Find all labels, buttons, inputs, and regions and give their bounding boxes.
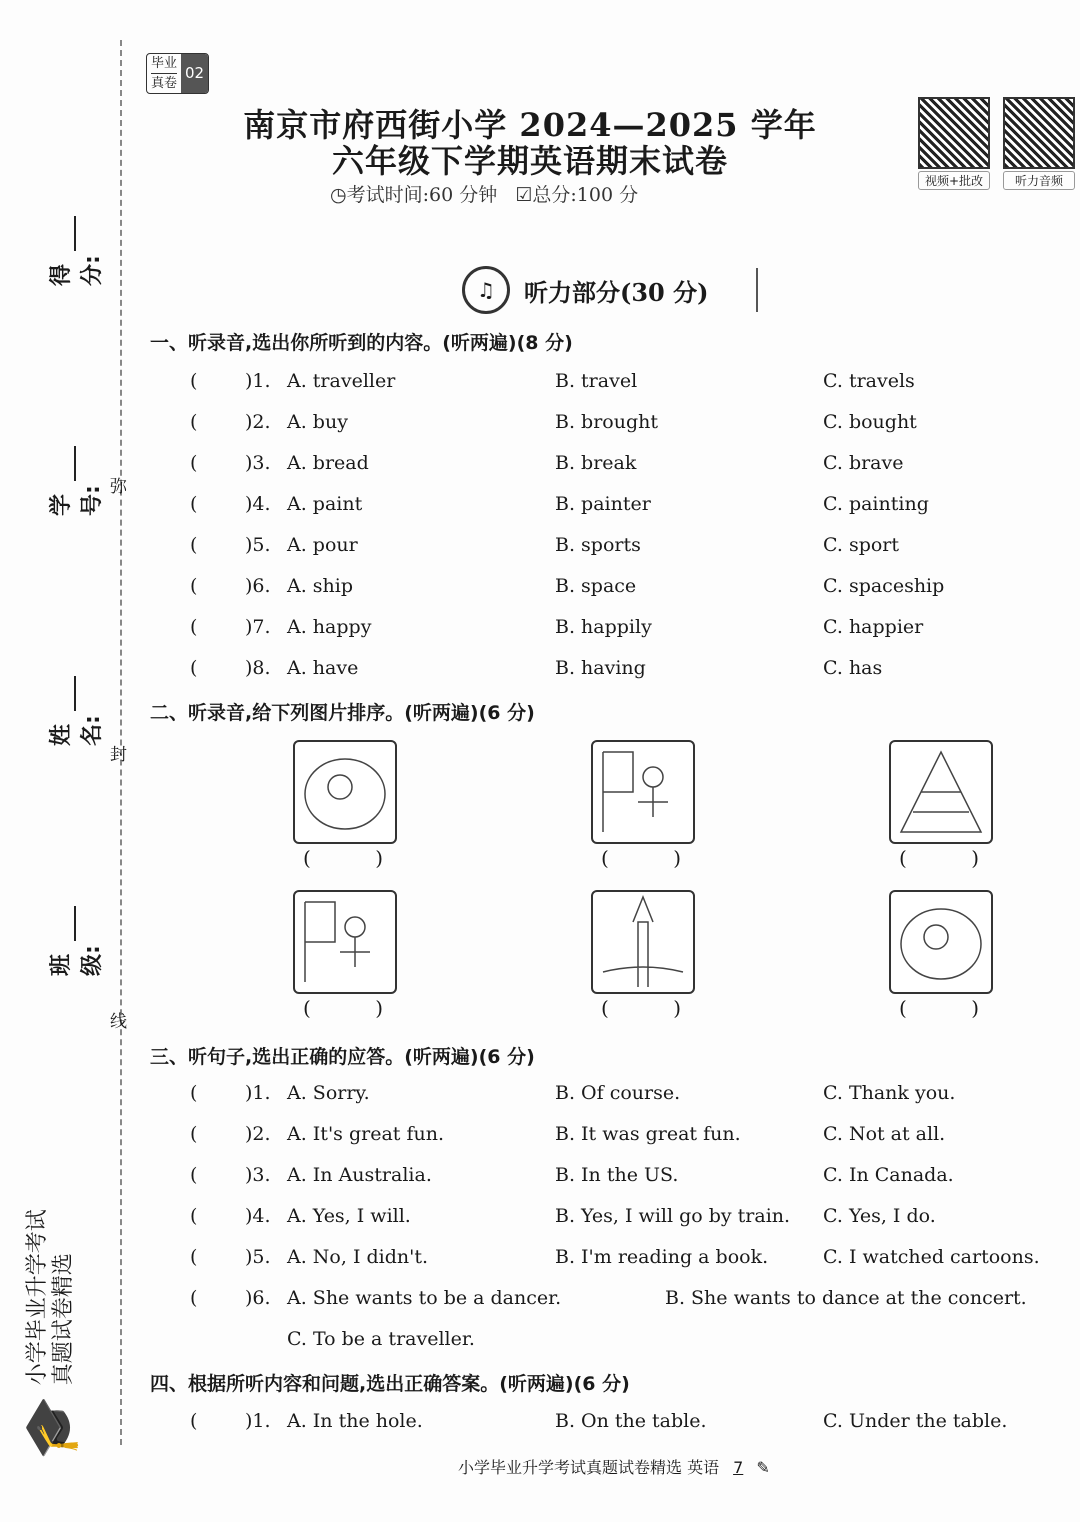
question-number: )3. — [245, 1164, 271, 1186]
answer-blank[interactable]: ( — [190, 452, 198, 474]
check-icon: ☑ — [515, 184, 533, 206]
option-b[interactable]: B. painter — [555, 493, 651, 515]
option-c[interactable]: C. In Canada. — [823, 1164, 954, 1186]
score-label: 得分: — [49, 255, 105, 286]
option-b[interactable]: B. happily — [555, 616, 652, 638]
cut-mark: 封 — [110, 745, 127, 765]
qr-caption: 视频+批改 — [918, 171, 990, 190]
option-a[interactable]: A. She wants to be a dancer. — [287, 1287, 562, 1309]
answer-blank[interactable]: ( — [190, 1205, 198, 1227]
option-b[interactable]: B. It was great fun. — [555, 1123, 741, 1145]
qr-code-icon — [1003, 97, 1075, 169]
listening-header — [462, 268, 758, 312]
option-a[interactable]: A. It's great fun. — [287, 1123, 444, 1145]
footer-text: 小学毕业升学考试真题试卷精选 英语 — [458, 1458, 720, 1477]
question-number: )4. — [245, 1205, 271, 1227]
option-a[interactable]: A. In the hole. — [287, 1410, 423, 1432]
question-number: )1. — [245, 1082, 271, 1104]
option-a[interactable]: A. buy — [287, 411, 348, 433]
question-number: )5. — [245, 1246, 271, 1268]
option-a[interactable]: A. happy — [287, 616, 372, 638]
class-field[interactable] — [44, 906, 106, 976]
option-c[interactable]: C. sport — [823, 534, 900, 556]
question-number: )8. — [245, 657, 271, 679]
score-field[interactable] — [44, 216, 106, 286]
question-number: )2. — [245, 1123, 271, 1145]
option-a[interactable]: A. paint — [287, 493, 363, 515]
cut-mark: 弥 — [110, 477, 127, 497]
order-answer-blank[interactable]: ( ) — [899, 996, 979, 1020]
option-c[interactable]: C. painting — [823, 493, 929, 515]
headphones-icon: ♫ — [462, 266, 510, 314]
badge-line1: 毕业 — [151, 54, 177, 74]
answer-blank[interactable]: ( — [190, 616, 198, 638]
name-label: 姓名: — [49, 715, 105, 746]
option-a[interactable]: A. pour — [287, 534, 358, 556]
question-number: )1. — [245, 370, 271, 392]
answer-blank[interactable]: ( — [190, 657, 198, 679]
badge-line2: 真卷 — [151, 76, 178, 91]
badge-number: 02 — [181, 54, 208, 93]
option-b[interactable]: B. travel — [555, 370, 638, 392]
option-b[interactable]: B. I'm reading a book. — [555, 1246, 769, 1268]
answer-blank[interactable]: ( — [190, 411, 198, 433]
option-a[interactable]: A. Yes, I will. — [287, 1205, 411, 1227]
total-score: 总分:100 分 — [532, 184, 639, 206]
option-c[interactable]: C. has — [823, 657, 883, 679]
cut-mark: 线 — [110, 1012, 127, 1032]
answer-blank[interactable]: ( — [190, 575, 198, 597]
question-number: )1. — [245, 1410, 271, 1432]
answer-blank[interactable]: ( — [190, 493, 198, 515]
picture-kids-skateboarding — [293, 890, 397, 994]
page-number: 7 — [733, 1458, 744, 1477]
exam-time: 考试时间:60 分钟 — [346, 184, 498, 206]
answer-blank[interactable]: ( — [190, 370, 198, 392]
option-c[interactable]: C. bought — [823, 411, 917, 433]
option-c[interactable]: C. Yes, I do. — [823, 1205, 936, 1227]
question-number: )6. — [245, 1287, 271, 1309]
question-number: )2. — [245, 411, 271, 433]
question-number: )4. — [245, 493, 271, 515]
option-b[interactable]: B. On the table. — [555, 1410, 707, 1432]
brand-logo: 🎓 小学毕业升学考试 真题试卷精选 — [21, 1209, 81, 1460]
answer-blank[interactable]: ( — [190, 1082, 198, 1104]
order-answer-blank[interactable]: ( ) — [303, 846, 383, 870]
option-b[interactable]: B. She wants to dance at the concert. — [665, 1287, 1027, 1309]
option-c[interactable]: C. brave — [823, 452, 904, 474]
order-answer-blank[interactable]: ( ) — [303, 996, 383, 1020]
picture-animal-in-frame — [293, 740, 397, 844]
option-c[interactable]: C. To be a traveller. — [287, 1328, 475, 1350]
option-c[interactable]: C. Under the table. — [823, 1410, 1008, 1432]
option-b[interactable]: B. Yes, I will go by train. — [555, 1205, 791, 1227]
class-label: 班级: — [49, 945, 105, 976]
exam-meta — [330, 180, 638, 207]
student-id-field[interactable] — [44, 446, 106, 516]
listening-title: 听力部分(30 分) — [524, 277, 709, 307]
clock-icon: ◷ — [330, 184, 347, 206]
name-field[interactable] — [44, 676, 106, 746]
option-c[interactable]: C. spaceship — [823, 575, 945, 597]
qr-code-icon — [918, 97, 990, 169]
answer-blank[interactable]: ( — [190, 1287, 198, 1309]
option-b[interactable]: B. sports — [555, 534, 641, 556]
option-a[interactable]: A. bread — [287, 452, 369, 474]
answer-blank[interactable]: ( — [190, 1123, 198, 1145]
option-b[interactable]: B. In the US. — [555, 1164, 679, 1186]
section-title: 二、听录音,给下列图片排序。(听两遍)(6 分) — [150, 702, 535, 724]
qr-audio[interactable] — [1003, 97, 1075, 190]
option-a[interactable]: A. Sorry. — [287, 1082, 370, 1104]
answer-blank[interactable]: ( — [190, 1246, 198, 1268]
question-number: )3. — [245, 452, 271, 474]
page-footer: 小学毕业升学考试真题试卷精选 英语 7 ✎ — [458, 1458, 770, 1477]
section-title: 四、根据所听内容和问题,选出正确答案。(听两遍)(6 分) — [150, 1373, 630, 1395]
answer-blank[interactable]: ( — [190, 1164, 198, 1186]
order-answer-blank[interactable]: ( ) — [601, 846, 681, 870]
option-c[interactable]: C. I watched cartoons. — [823, 1246, 1040, 1268]
option-a[interactable]: A. In Australia. — [287, 1164, 432, 1186]
option-a[interactable]: A. traveller — [287, 370, 396, 392]
order-answer-blank[interactable]: ( ) — [601, 996, 681, 1020]
question-number: )7. — [245, 616, 271, 638]
option-b[interactable]: B. space — [555, 575, 637, 597]
order-answer-blank[interactable]: ( ) — [899, 846, 979, 870]
answer-blank[interactable]: ( — [190, 534, 198, 556]
option-b[interactable]: B. break — [555, 452, 637, 474]
picture-boy-at-window — [591, 740, 695, 844]
student-id-label: 学号: — [49, 485, 105, 516]
option-a[interactable]: A. have — [287, 657, 359, 679]
qr-caption: 听力音频 — [1003, 171, 1075, 190]
option-c[interactable]: C. travels — [823, 370, 915, 392]
question-number: )5. — [245, 534, 271, 556]
question-number: )6. — [245, 575, 271, 597]
option-c[interactable]: C. happier — [823, 616, 924, 638]
option-c[interactable]: C. Not at all. — [823, 1123, 946, 1145]
section-title: 一、听录音,选出你所听到的内容。(听两遍)(8 分) — [150, 332, 573, 354]
picture-food-pyramid — [889, 740, 993, 844]
option-b[interactable]: B. brought — [555, 411, 658, 433]
option-c[interactable]: C. Thank you. — [823, 1082, 956, 1104]
section-title: 三、听句子,选出正确的应答。(听两遍)(6 分) — [150, 1046, 535, 1068]
picture-family-group — [889, 890, 993, 994]
option-b[interactable]: B. having — [555, 657, 646, 679]
picture-tall-tower — [591, 890, 695, 994]
option-a[interactable]: A. No, I didn't. — [287, 1246, 429, 1268]
option-b[interactable]: B. Of course. — [555, 1082, 681, 1104]
qr-video[interactable] — [918, 97, 990, 190]
answer-blank[interactable]: ( — [190, 1410, 198, 1432]
option-a[interactable]: A. ship — [287, 575, 354, 597]
exam-subtitle: 六年级下学期英语期末试卷 — [331, 142, 728, 180]
exam-title: 南京市府西街小学 2024—2025 学年 — [243, 106, 817, 144]
paper-badge — [146, 53, 209, 94]
